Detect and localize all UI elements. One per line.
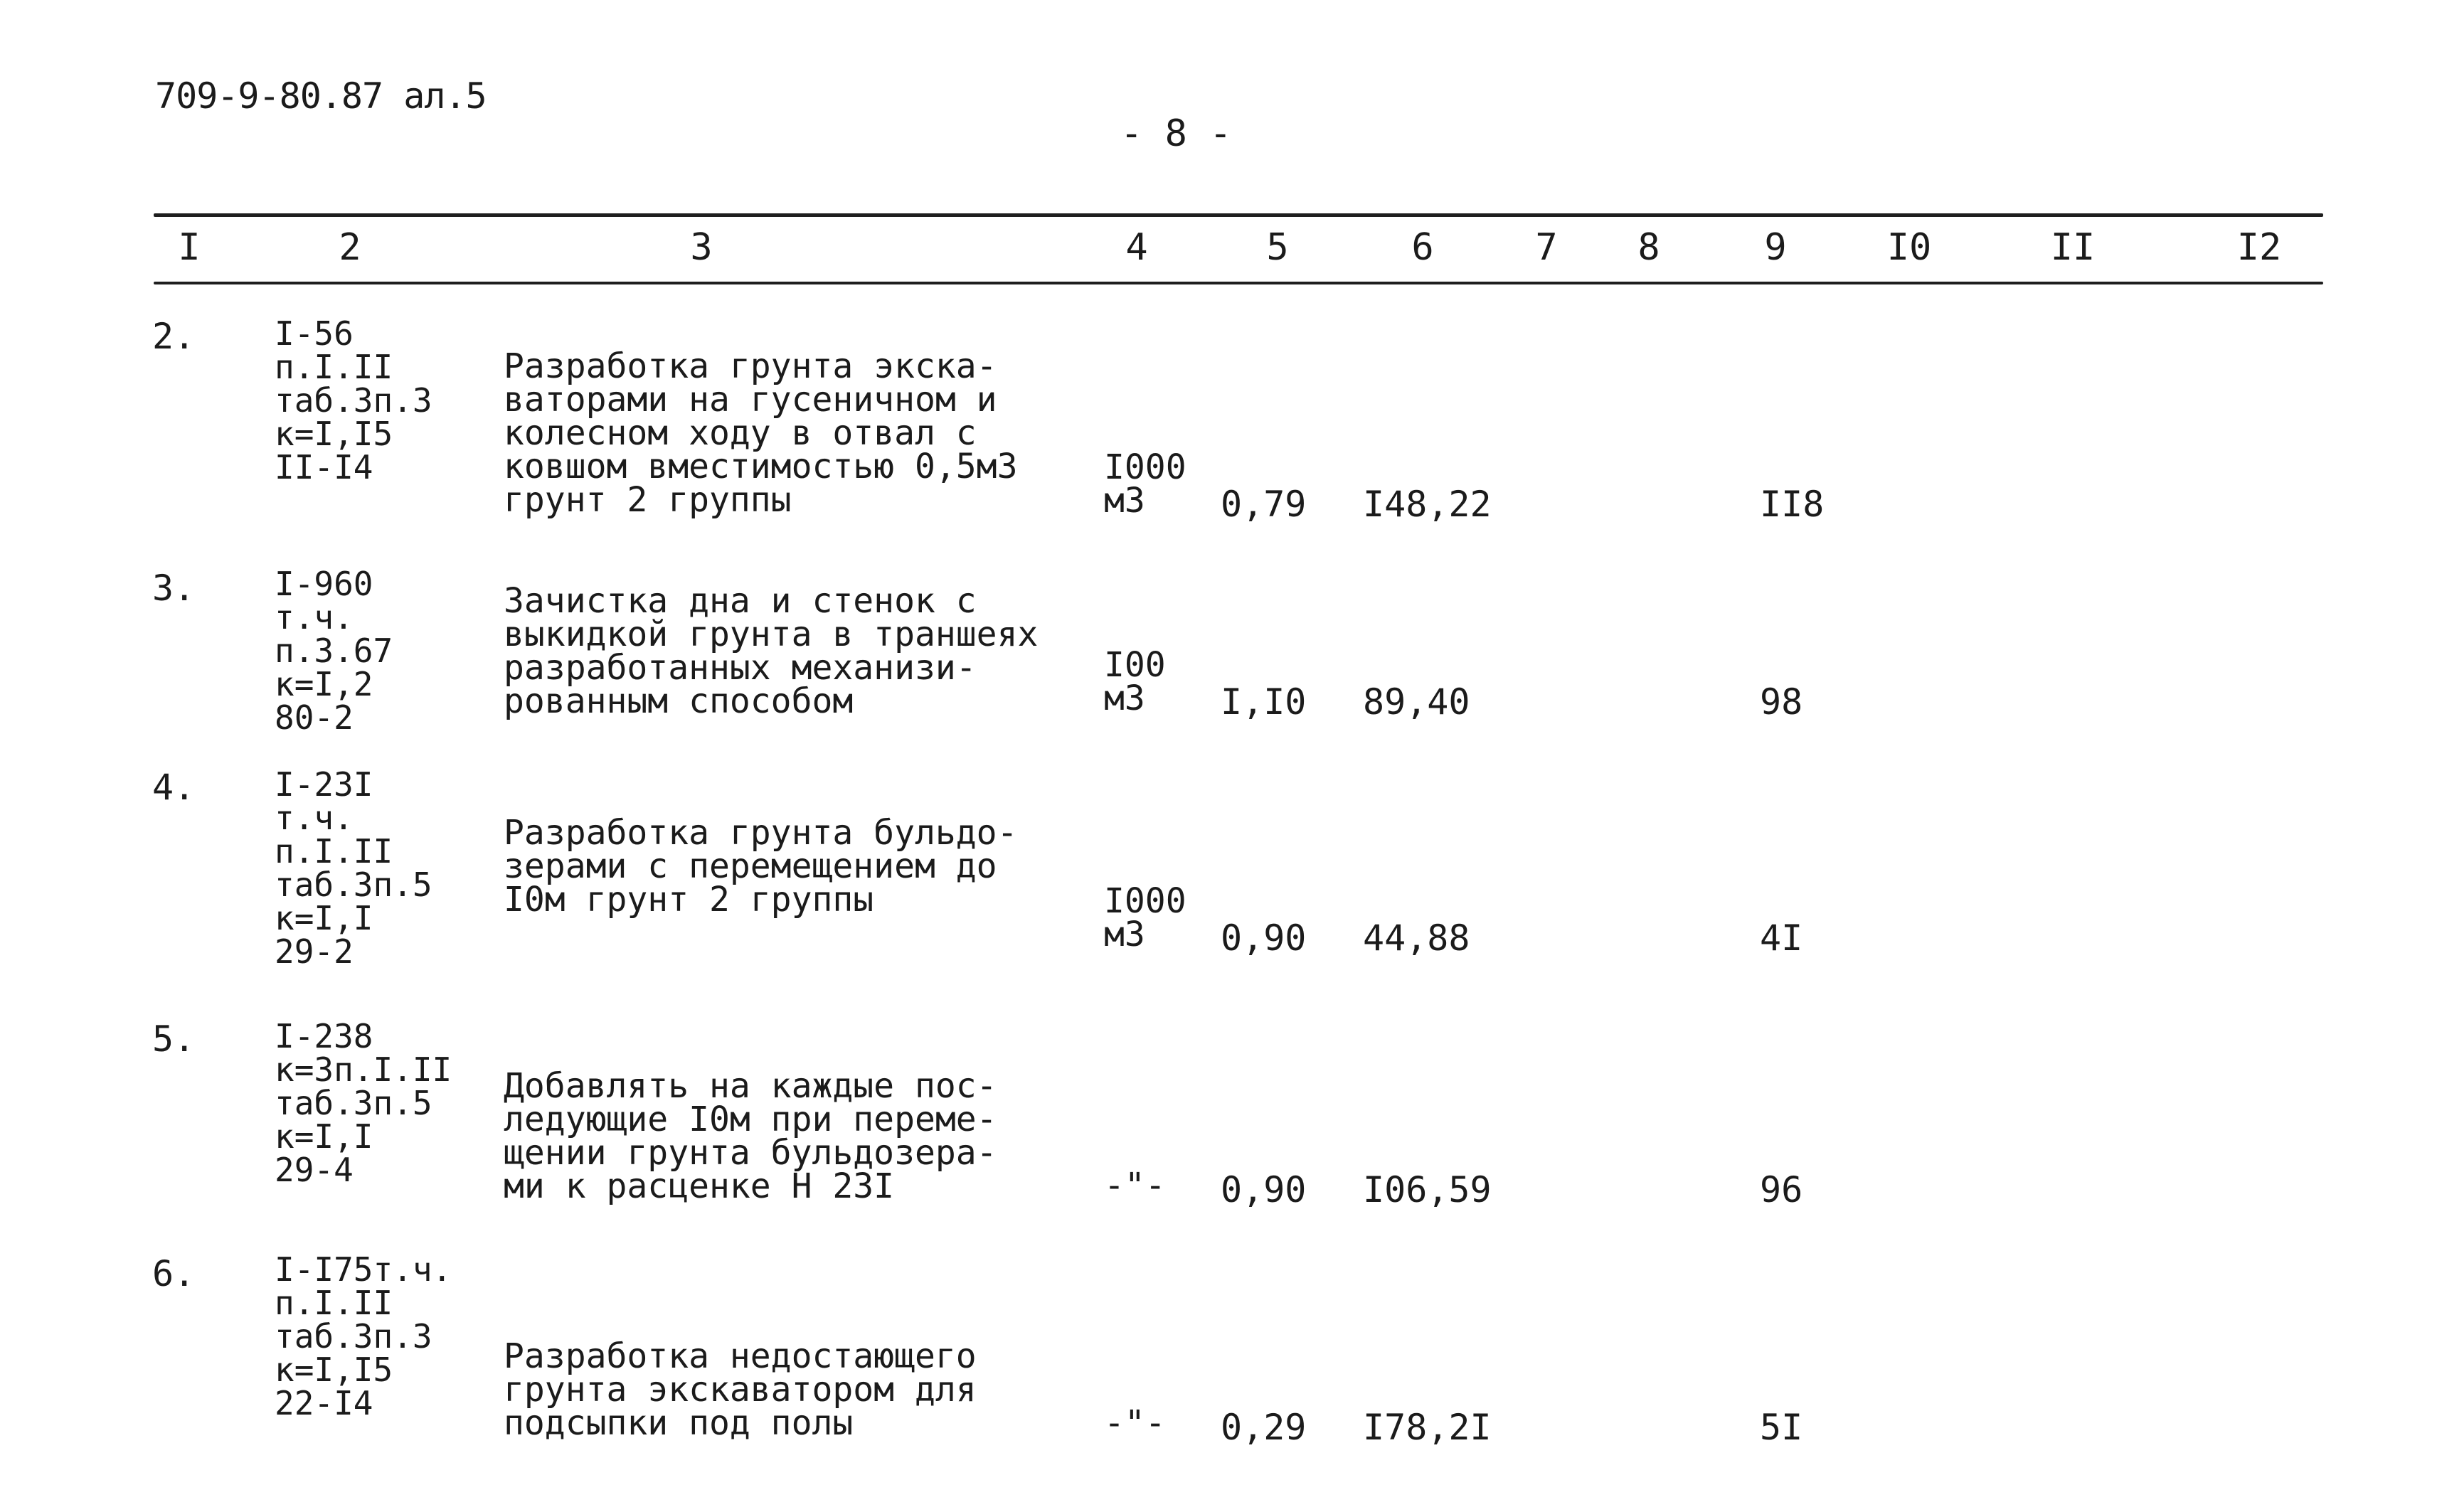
header-col-5: 5	[1266, 226, 1289, 269]
row-col6-value: 44,88	[1363, 917, 1470, 959]
header-col-9: 9	[1764, 226, 1787, 269]
row-code: I-23I т.ч. п.I.II таб.3п.5 к=I,I 29-2	[275, 765, 432, 971]
header-col-8: 8	[1637, 226, 1660, 269]
row-col6-value: I06,59	[1363, 1169, 1492, 1210]
table-header-rule	[154, 282, 2323, 284]
header-col-3: 3	[690, 226, 713, 269]
header-col-4: 4	[1125, 226, 1148, 269]
row-number: 4.	[152, 767, 196, 808]
row-unit: I00 м3	[1104, 645, 1166, 718]
row-description: Разработка грунта экска- ваторами на гусеничном и колесном ходу в отвал с ковшом вместимостью 0,5м3 грунт 2 группы	[504, 346, 1018, 520]
row-description: Добавлять на каждые пос- ледующие I0м при переме- щении грунта бульдозера- ми к расценке Н 23I	[504, 1066, 997, 1206]
row-col6-value: 89,40	[1363, 681, 1470, 723]
row-description: Разработка недостающего грунта экскаватором для подсыпки под полы	[504, 1336, 977, 1443]
row-code: I-56 п.I.II таб.3п.3 к=I,I5 II-I4	[275, 314, 432, 486]
header-col-7: 7	[1535, 226, 1558, 269]
header-col-6: 6	[1411, 226, 1434, 269]
document-code: 709-9-80.87 ал.5	[155, 75, 487, 117]
row-description: Разработка грунта бульдо- зерами с перемещением до I0м грунт 2 группы	[504, 813, 1018, 920]
row-number: 5.	[152, 1018, 196, 1060]
row-col9-value: II8	[1760, 484, 1825, 525]
header-col-1: I	[178, 226, 201, 269]
header-col-12: I2	[2236, 226, 2282, 269]
row-col6-value: I78,2I	[1363, 1407, 1492, 1448]
row-code: I-960 т.ч. п.3.67 к=I,2 80-2	[275, 565, 393, 737]
row-col6-value: I48,22	[1363, 484, 1492, 525]
page-number: - 8 -	[1120, 112, 1232, 155]
header-col-10: I0	[1886, 226, 1932, 269]
row-unit: I000 м3	[1104, 447, 1186, 521]
row-col5-value: 0,90	[1221, 917, 1307, 959]
row-code: I-238 к=3п.I.II таб.3п.5 к=I,I 29-4	[275, 1017, 452, 1189]
header-col-2: 2	[339, 226, 361, 269]
row-col9-value: 5I	[1760, 1407, 1803, 1448]
row-col9-value: 98	[1760, 681, 1803, 723]
row-unit: -"-	[1104, 1166, 1166, 1205]
row-unit: -"-	[1104, 1403, 1166, 1443]
header-col-11: II	[2050, 226, 2096, 269]
row-number: 2.	[152, 316, 196, 357]
table-top-rule	[154, 213, 2323, 217]
row-col5-value: 0,79	[1221, 484, 1307, 525]
row-code: I-I75т.ч. п.I.II таб.3п.3 к=I,I5 22-I4	[275, 1250, 452, 1422]
row-col5-value: 0,90	[1221, 1169, 1307, 1210]
row-col9-value: 96	[1760, 1169, 1803, 1210]
row-number: 6.	[152, 1253, 196, 1294]
row-col5-value: I,I0	[1221, 681, 1307, 723]
row-col5-value: 0,29	[1221, 1407, 1307, 1448]
row-unit: I000 м3	[1104, 881, 1186, 954]
row-number: 3.	[152, 568, 196, 609]
row-col9-value: 4I	[1760, 917, 1803, 959]
row-description: Зачистка дна и стенок с выкидкой грунта в траншеях разработанных механизи- рованным способом	[504, 581, 1039, 721]
